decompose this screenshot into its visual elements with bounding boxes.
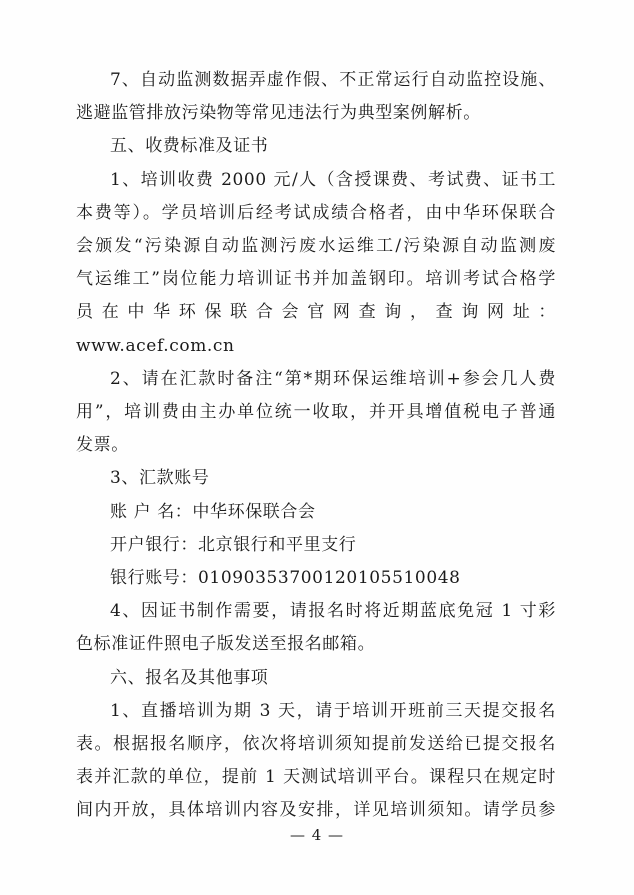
account-number — [76, 562, 556, 595]
text-line: 银行账号：01090353700120105510048 — [110, 568, 461, 589]
paragraph-remit-note — [76, 363, 556, 463]
paragraph-item-7 — [76, 64, 556, 130]
heading-text: 六、报名及其他事项 — [110, 667, 269, 688]
page-number: — 4 — — [289, 826, 345, 844]
section-heading-6 — [76, 662, 556, 695]
account-bank — [76, 529, 556, 562]
text-line: 本费等）。学员培训后经考试成绩合格者，由中华环保联合 — [76, 202, 556, 223]
text-line: 账 户 名：中华环保联合会 — [110, 501, 316, 522]
text-line: 1、直播培训为期 3 天，请于培训开班前三天提交报名 — [110, 700, 556, 721]
paragraph-registration — [76, 695, 556, 828]
text-line: 表并汇款的单位，提前 1 天测试培训平台。课程只在规定时 — [76, 767, 556, 788]
section-heading-5 — [76, 130, 556, 163]
text-line: 3、汇款账号 — [110, 468, 210, 489]
text-line: 气运维工”岗位能力培训证书并加盖钢印。培训考试合格学 — [76, 269, 556, 290]
paragraph-photo — [76, 595, 556, 661]
text-line: 开户银行：北京银行和平里支行 — [110, 534, 357, 555]
text-line: 表。根据报名顺序，依次将培训须知提前发送给已提交报名 — [76, 734, 556, 755]
text-line: 逃避监管排放污染物等常见违法行为典型案例解析。 — [76, 103, 481, 124]
text-line: 2、请在汇款时备注“第*期环保运维培训+参会几人费 — [110, 368, 556, 389]
account-name — [76, 496, 556, 529]
paragraph-remit-account — [76, 462, 556, 495]
text-line: 用”，培训费由主办单位统一收取，并开具增值税电子普通 — [76, 402, 556, 423]
document-body — [76, 64, 556, 828]
text-line: 4、因证书制作需要，请报名时将近期蓝底免冠 1 寸彩 — [110, 601, 556, 622]
text-line: 1、培训收费 2000 元/人（含授课费、考试费、证书工 — [110, 169, 556, 190]
text-line: 员在中华环保联合会官网查询，查询网址：www.acef.com.cn — [76, 302, 556, 356]
text-line: 间内开放，具体培训内容及安排，详见培训须知。请学员参 — [76, 800, 556, 821]
text-line: 发票。 — [76, 435, 129, 456]
text-line: 会颁发“污染源自动监测污废水运维工/污染源自动监测废 — [76, 236, 556, 257]
paragraph-fee — [76, 164, 556, 363]
text-line: 色标准证件照电子版发送至报名邮箱。 — [76, 634, 376, 655]
text-line: 7、自动监测数据弄虚作假、不正常运行自动监控设施、 — [110, 70, 556, 90]
heading-text: 五、收费标准及证书 — [110, 136, 269, 157]
